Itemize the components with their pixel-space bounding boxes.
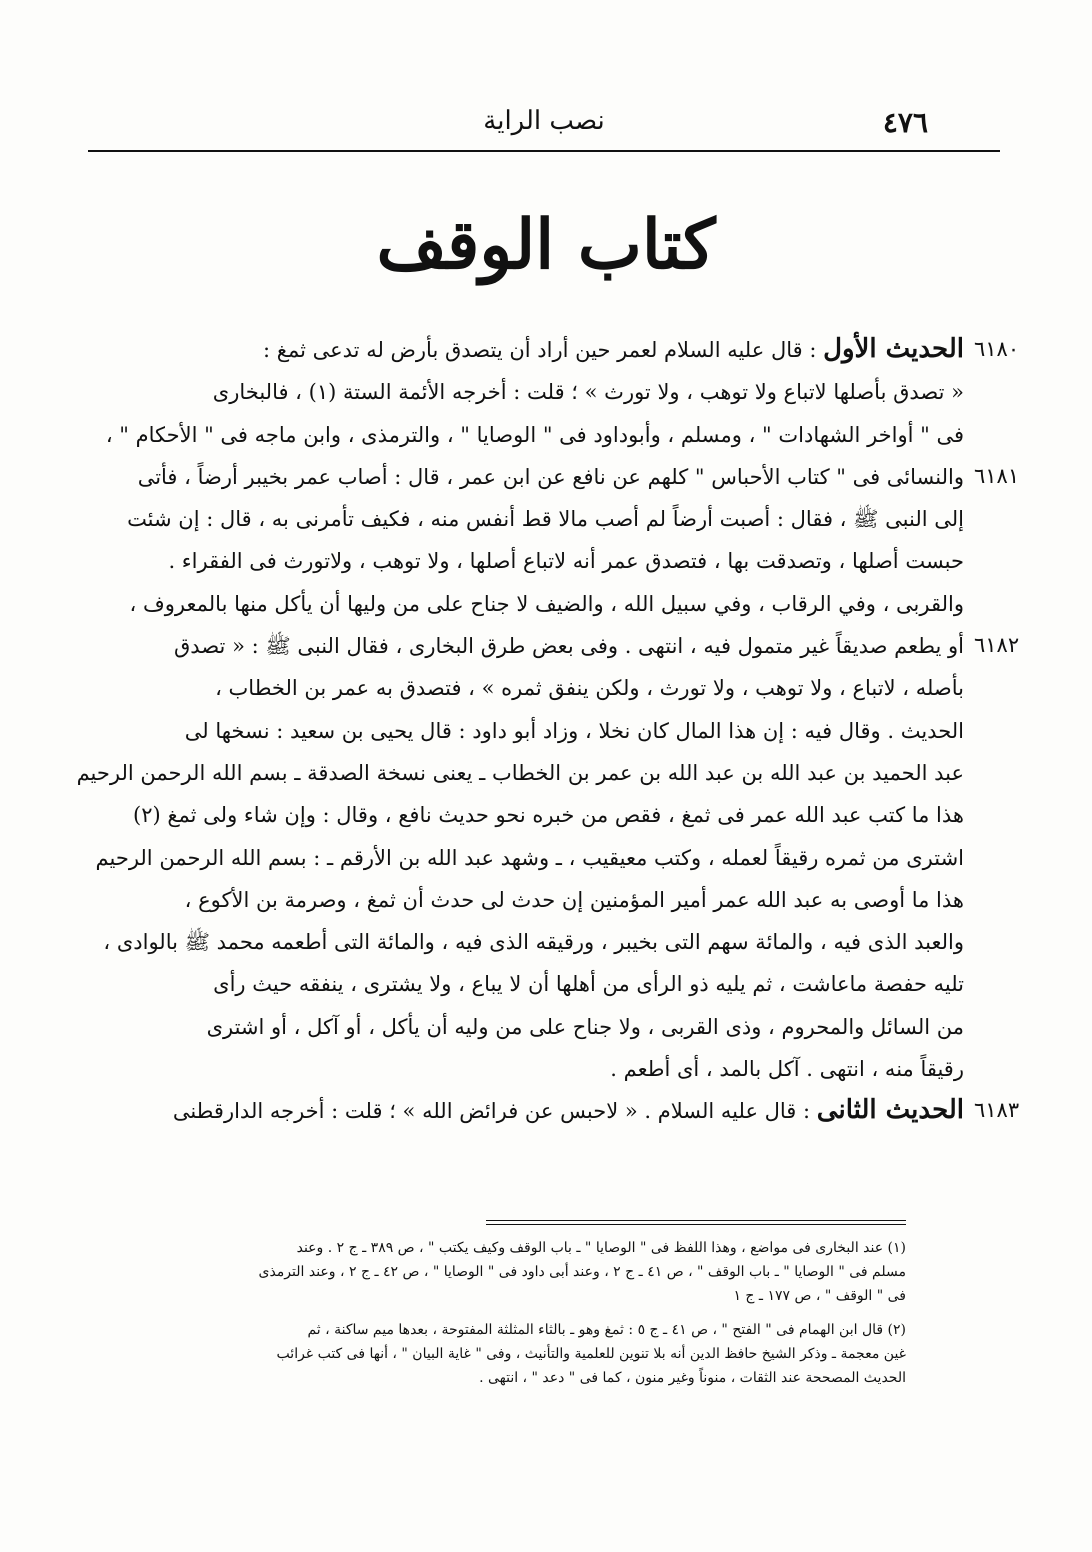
line-text: رقيقاً منه ، انتهى . آكل بالمد ، أى أطعم . [610, 1057, 964, 1082]
text-line [84, 497, 1004, 539]
footnote-divider [486, 1220, 906, 1221]
hadith-number: ٦١٨٠ [974, 337, 1020, 361]
line-text: والعبد الذى فيه ، والمائة سهم التى بخيبر ، ورقيقه الذى فيه ، والمائة التى أطعمه محمد ﷺ بالوادى ، [103, 930, 964, 955]
text-line [84, 1005, 1004, 1047]
footnote-line: فى " الوقف " ، ص ١٧٧ ـ ج ١ [733, 1288, 906, 1304]
line-text: والنسائى فى " كتاب الأحباس " كلهم عن نافع عن ابن عمر ، قال : أصاب عمر بخيبر أرضاً ، فأتى [137, 464, 964, 489]
line-text: هذا ما أوصى به عبد الله عمر أمير المؤمنين إن حدث لى حدث أن ثمغ ، وصرمة بن الأكوع ، [184, 887, 964, 912]
footnote-line: مسلم فى " الوصايا " ـ باب الوقف " ، ص ٤١ ـ ج ٢ ، وعند أبى داود فى " الوصايا " ، ص ٤٢ ـ ج ٢ ، وعند الترمذى [258, 1264, 906, 1280]
hadith-number: ٦١٨٣ [974, 1098, 1020, 1123]
footnote-line: (١) عند البخارى فى مواضع ، وهذا اللفظ فى " الوصايا " ـ باب الوقف وكيف يكتب " ، ص ٣٨٩ ـ ج ٢ . وعند [296, 1240, 906, 1256]
main-text [76, 328, 1020, 1132]
line-text: : قال عليه السلام . « لاحبس عن فرائض الله » ؛ قلت : أخرجه الدارقطنى [172, 1099, 817, 1124]
text-line [84, 455, 1020, 497]
text-line [84, 539, 1004, 581]
chapter-title: كتاب الوقف [376, 205, 716, 285]
text-line [76, 751, 1004, 793]
line-text: حبست أصلها ، وتصدقت بها ، فتصدق عمر أنه لاتباع أصلها ، ولا توهب ، ولاتورث فى الفقراء . [168, 549, 964, 574]
text-line [84, 370, 1004, 412]
footnote-divider-inner [486, 1224, 906, 1225]
text-line [84, 582, 1004, 624]
text-line [84, 413, 1004, 455]
footnote-line: الحديث المصححة عند الثقات ، منوناً وغير منون ، كما فى " دعد " ، انتهى . [479, 1370, 906, 1386]
text-line [84, 836, 1004, 878]
footnotes [84, 1236, 906, 1390]
hadith-heading: الحديث الأول [823, 334, 964, 364]
text-line [84, 328, 1020, 370]
hadith-number: ٦١٨٢ [974, 633, 1020, 658]
line-text: الحديث . وقال فيه : إن هذا المال كان نخلا ، وزاد أبو داود : قال يحيى بن سعيد : نسخها لى [184, 718, 964, 743]
line-text: : قال عليه السلام لعمر حين أراد أن يتصدق بأرض له تدعى ثمغ : [263, 338, 824, 362]
line-text: تليه حفصة ماعاشت ، ثم يليه ذو الرأى من أهلها أن لا يباع ، ولا يشترى ، ينفقه حيث رأى [213, 972, 964, 997]
line-text: اشترى من ثمره رقيقاً لعمله ، وكتب معيقيب ، ـ وشهد عبد الله بن الأرقم ـ : بسم الله الرحمن الرحيم [95, 845, 964, 870]
hadith-number: ٦١٨١ [974, 463, 1020, 488]
footnote-line: غين معجمة ـ وذكر الشيخ حافظ الدين أنه بلا تنوين للعلمية والتأنيث ، وفى " غاية البيان " ، أنها فى كتب غرائب [276, 1346, 906, 1362]
line-text: عبد الحميد بن عبد الله بن عبد الله بن عمر بن الخطاب ـ يعنى نسخة الصدقة ـ بسم الله الرحمن الرحيم [76, 760, 964, 785]
page-number: ٤٧٦ [882, 106, 928, 139]
text-line [84, 709, 1004, 751]
text-line [84, 1047, 1004, 1089]
line-text: هذا ما كتب عبد الله عمر فى ثمغ ، فقص من خبره نحو حديث نافع ، وقال : وإن شاء ولى ثمغ (٢) [132, 803, 964, 828]
text-line [84, 920, 1004, 962]
footnote-line: (٢) قال ابن الهمام فى " الفتح " ، ص ٤١ ـ ج ٥ : ثمغ وهو ـ بالثاء المثلثة المفتوحة ، بعدها ميم ساكنة ، ثم [307, 1322, 906, 1338]
line-text: بأصله ، لاتباع ، ولا توهب ، ولا تورث ، ولكن ينفق ثمره » ، فتصدق به عمر بن الخطاب ، [215, 676, 964, 701]
line-text: أو يطعم صديقاً غير متمول فيه ، انتهى . وفى بعض طرق البخارى ، فقال النبى ﷺ : « تصدق [174, 634, 964, 659]
text-line [84, 793, 1004, 835]
footnote-gap [84, 1308, 906, 1318]
page-header [88, 104, 1000, 152]
running-title: نصب الراية [483, 106, 605, 136]
line-text: فى " أواخر الشهادات " ، ومسلم ، وأبوداود فى " الوصايا " ، والترمذى ، وابن ماجه فى " الأحكام " ، [105, 422, 964, 447]
line-text: والقربى ، وفي الرقاب ، وفي سبيل الله ، والضيف لا جناح على من وليها أن يأكل منها بالمعروف ، [129, 591, 964, 616]
text-line [84, 666, 1004, 708]
text-line [84, 624, 1020, 666]
line-text: إلى النبى ﷺ ، فقال : أصبت أرضاً لم أصب مالا قط أنفس منه ، فكيف تأمرنى به ، قال : إن شئت [127, 507, 964, 532]
line-text: من السائل والمحروم ، وذى القربى ، ولا جناح على من وليه أن يأكل ، أو آكل ، أو اشترى [206, 1014, 964, 1039]
text-line [84, 878, 1004, 920]
line-text: « تصدق بأصلها لاتباع ولا توهب ، ولا تورث » ؛ قلت : أخرجه الأئمة الستة (١) ، فالبخارى [212, 380, 964, 405]
text-line [84, 1089, 1020, 1131]
hadith-heading: الحديث الثانى [816, 1095, 964, 1126]
text-line [84, 962, 1004, 1004]
